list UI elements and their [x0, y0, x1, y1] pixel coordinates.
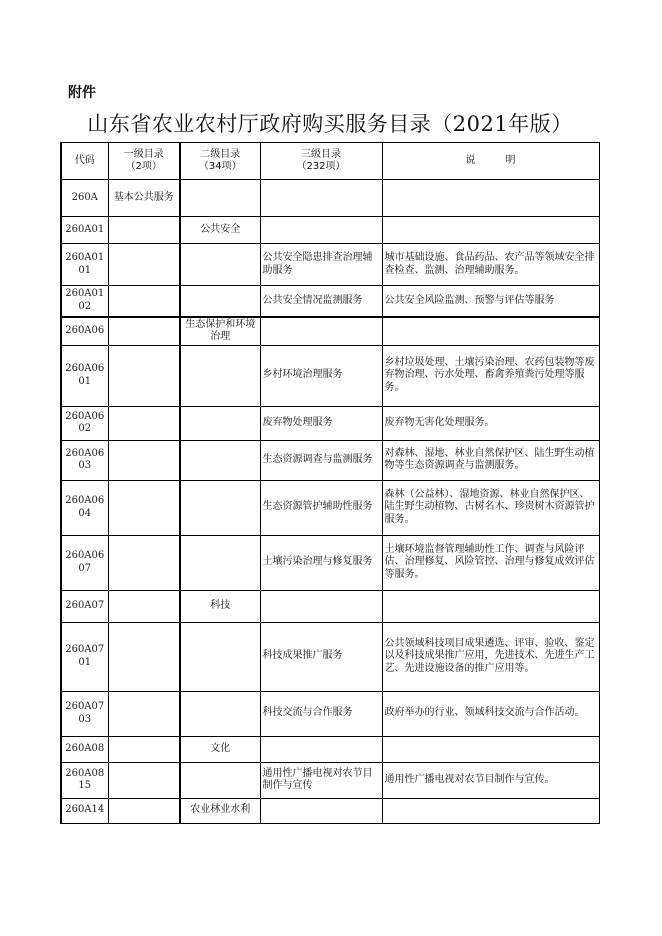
- level1-cell: [108, 691, 180, 736]
- level3-cell: 公共安全情况监测服务: [260, 286, 382, 317]
- table-row: [61, 736, 599, 762]
- level2-cell: [180, 535, 260, 590]
- level1-cell: [108, 317, 180, 346]
- code-cell: 260A0604: [61, 480, 108, 535]
- code-cell: 260A0601: [61, 345, 108, 406]
- level1-cell: [108, 217, 180, 244]
- table-row: [61, 286, 599, 317]
- level3-cell: [260, 798, 382, 823]
- header-level2: 二级目录 （34项）: [180, 143, 260, 180]
- level1-cell: [108, 286, 180, 317]
- description-cell: [382, 590, 599, 622]
- level3-cell: 废弃物处理服务: [260, 406, 382, 440]
- code-cell: 260A0102: [61, 286, 108, 317]
- level2-cell: [180, 244, 260, 286]
- level1-cell: [108, 622, 180, 691]
- code-cell: 260A0602: [61, 406, 108, 440]
- level3-cell: 科技交流与合作服务: [260, 691, 382, 736]
- code-cell: 260A07: [61, 590, 108, 622]
- description-cell: 公共领域科技项目成果遴选、评审、验收、鉴定以及科技成果推广应用，先进技术、先进生产工艺、先进设施设备的推广应用等。: [382, 622, 599, 691]
- level3-cell: 土壤污染治理与修复服务: [260, 535, 382, 590]
- description-cell: 城市基础设施、食品药品、农产品等领域安全排查检查、监测、治理辅助服务。: [382, 244, 599, 286]
- code-cell: 260A: [61, 180, 108, 217]
- level1-cell: [108, 762, 180, 798]
- table-row: [61, 480, 599, 535]
- level1-cell: [108, 244, 180, 286]
- description-cell: 森林（公益林）、湿地资源、林业自然保护区、陆生野生动植物、古树名木、珍贵树木资源管护服务。: [382, 480, 599, 535]
- code-cell: 260A0603: [61, 440, 108, 480]
- description-cell: 政府举办的行业、领域科技交流与合作活动。: [382, 691, 599, 736]
- level2-cell: 生态保护和环境治理: [180, 317, 260, 346]
- service-catalog-table: [60, 142, 600, 824]
- level2-cell: [180, 406, 260, 440]
- table-row: [61, 762, 599, 798]
- level2-cell: [180, 286, 260, 317]
- level1-cell: [108, 440, 180, 480]
- table-row: [61, 622, 599, 691]
- code-cell: 260A01: [61, 217, 108, 244]
- code-cell: 260A0815: [61, 762, 108, 798]
- level1-cell: [108, 535, 180, 590]
- description-cell: [382, 736, 599, 762]
- level3-cell: [260, 180, 382, 217]
- table-row: [61, 440, 599, 480]
- table-row: [61, 590, 599, 622]
- description-cell: 公共安全风险监测、预警与评估等服务: [382, 286, 599, 317]
- table-row: [61, 535, 599, 590]
- code-cell: 260A06: [61, 317, 108, 346]
- code-cell: 260A0607: [61, 535, 108, 590]
- level3-cell: 通用性广播电视对农节目制作与宣传: [260, 762, 382, 798]
- level2-cell: [180, 480, 260, 535]
- level2-cell: 公共安全: [180, 217, 260, 244]
- level3-cell: [260, 317, 382, 346]
- level3-cell: [260, 736, 382, 762]
- level1-cell: [108, 590, 180, 622]
- level1-cell: [108, 406, 180, 440]
- level3-cell: [260, 590, 382, 622]
- description-cell: 对森林、湿地、林业自然保护区、陆生野生动植物等生态资源调查与监测服务。: [382, 440, 599, 480]
- level2-cell: [180, 440, 260, 480]
- level2-cell: 科技: [180, 590, 260, 622]
- description-cell: [382, 217, 599, 244]
- description-cell: 土壤环境监督管理辅助性工作、调查与风险评估、治理修复、风险管控、治理与修复成效评估等服务。: [382, 535, 599, 590]
- table-row: [61, 345, 599, 406]
- page-title: 山东省农业农村厅政府购买服务目录（2021年版）: [87, 112, 573, 136]
- level3-cell: 乡村环境治理服务: [260, 345, 382, 406]
- code-cell: 260A0101: [61, 244, 108, 286]
- table-row: [61, 406, 599, 440]
- level1-cell: 基本公共服务: [108, 180, 180, 217]
- level3-cell: [260, 217, 382, 244]
- level1-cell: [108, 345, 180, 406]
- header-description: 说明: [382, 143, 599, 180]
- description-cell: 通用性广播电视对农节目制作与宣传。: [382, 762, 599, 798]
- table-header-row: [61, 143, 599, 180]
- level3-cell: 生态资源调查与监测服务: [260, 440, 382, 480]
- table-row: [61, 317, 599, 346]
- level2-cell: [180, 762, 260, 798]
- header-level1: 一级目录 （2项）: [108, 143, 180, 180]
- table-row: [61, 217, 599, 244]
- description-cell: [382, 798, 599, 823]
- description-cell: 乡村垃圾处理、土壤污染治理、农药包装物等废弃物治理、污水处理、畜禽养殖粪污处理等服务。: [382, 345, 599, 406]
- level2-cell: [180, 691, 260, 736]
- level2-cell: [180, 622, 260, 691]
- level2-cell: [180, 345, 260, 406]
- description-cell: 废弃物无害化处理服务。: [382, 406, 599, 440]
- level1-cell: [108, 480, 180, 535]
- table-row: [61, 691, 599, 736]
- code-cell: 260A0701: [61, 622, 108, 691]
- attachment-label: 附件: [68, 85, 96, 101]
- level3-cell: 科技成果推广服务: [260, 622, 382, 691]
- table-row: [61, 798, 599, 823]
- code-cell: 260A0703: [61, 691, 108, 736]
- level3-cell: 生态资源管护辅助性服务: [260, 480, 382, 535]
- header-code: 代码: [61, 143, 108, 180]
- table-row: [61, 180, 599, 217]
- level2-cell: 文化: [180, 736, 260, 762]
- description-cell: [382, 180, 599, 217]
- code-cell: 260A08: [61, 736, 108, 762]
- level2-cell: 农业林业水利: [180, 798, 260, 823]
- level2-cell: [180, 180, 260, 217]
- code-cell: 260A14: [61, 798, 108, 823]
- level3-cell: 公共安全隐患排查治理辅助服务: [260, 244, 382, 286]
- table-row: [61, 244, 599, 286]
- level1-cell: [108, 736, 180, 762]
- header-level3: 三级目录 （232项）: [260, 143, 382, 180]
- description-cell: [382, 317, 599, 346]
- level1-cell: [108, 798, 180, 823]
